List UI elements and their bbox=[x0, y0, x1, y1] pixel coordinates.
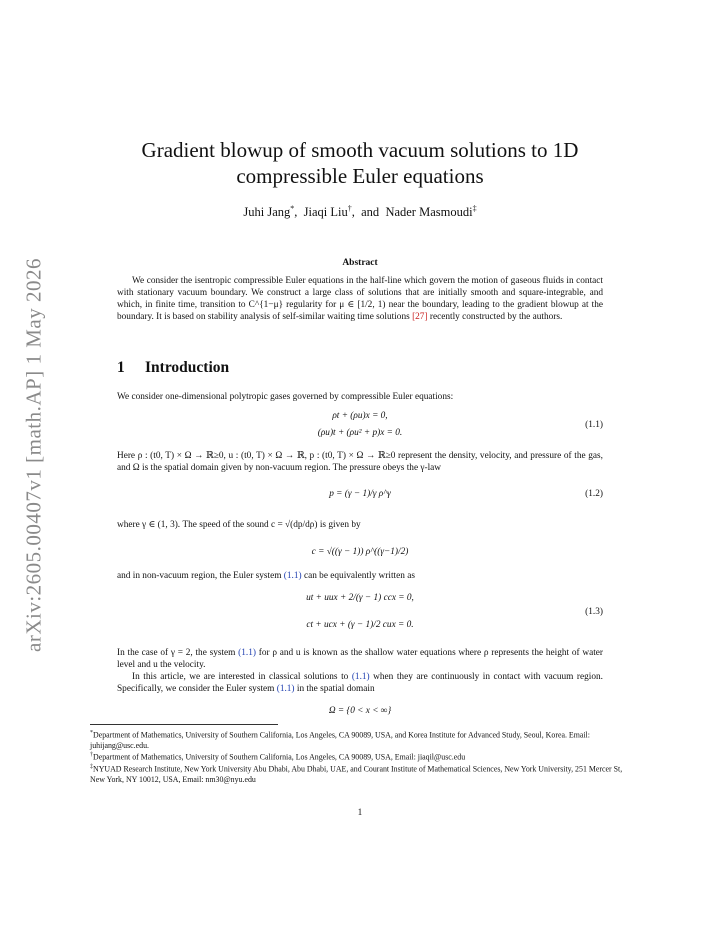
paragraph-article-scope bbox=[117, 671, 603, 695]
footnote-text: Department of Mathematics, University of Southern California, Los Angeles, CA 90089, USA, Email: jiaqil@usc.edu bbox=[93, 752, 466, 762]
paragraph-text: and in non-vacuum region, the Euler system bbox=[117, 571, 284, 581]
paragraph-text: for ρ and u is known as the shallow water equations where ρ represents the height of water level and u the velocity. bbox=[117, 648, 603, 670]
section-title: Introduction bbox=[145, 359, 230, 376]
abstract-body: We consider the isentropic compressible Euler equations in the half-line which govern the motion of gaseous fluids in contact with stationary vacuum boundary. We construct a large class of solutions that are initially smooth and square-integrable, and which, in finite time, transition to C^{1−μ} regularity for μ ∈ [1/2, 1) near the boundary, leading to the gradient blowup at the boundary. It is based on stability analysis of self-similar waiting time solutions bbox=[117, 276, 603, 322]
paragraph-intro: We consider one-dimensional polytropic gases governed by compressible Euler equations: bbox=[117, 392, 454, 402]
author-list: Juhi Jang*, Jiaqi Liu†, and Nader Masmoudi‡ bbox=[243, 204, 477, 220]
abstract-heading: Abstract bbox=[342, 258, 378, 268]
footnote-mark: * bbox=[90, 730, 93, 736]
citation-link[interactable]: [27] bbox=[412, 312, 428, 322]
footnote-mark: † bbox=[90, 752, 93, 758]
footnote-divider bbox=[90, 724, 278, 725]
paragraph-text: In the case of γ = 2, the system bbox=[117, 648, 239, 658]
equation-domain: Ω = {0 < x < ∞} bbox=[328, 706, 392, 716]
paragraph-text: can be equivalently written as bbox=[301, 571, 415, 581]
title-line-1: Gradient blowup of smooth vacuum solutions to 1D bbox=[141, 138, 579, 162]
footnote-1 bbox=[90, 728, 633, 752]
paragraph-sound-speed: where γ ∈ (1, 3). The speed of the sound c = √(dp/dρ) is given by bbox=[117, 520, 361, 530]
arxiv-sidebar-stamp bbox=[14, 250, 54, 660]
equation-reference[interactable]: (1.1) bbox=[283, 571, 302, 581]
equation-reference[interactable]: (1.1) bbox=[238, 648, 256, 658]
paragraph-text: when they are continuously in contact with vacuum region. Specifically, we consider the Euler system bbox=[117, 672, 603, 694]
equation-reference[interactable]: (1.1) bbox=[351, 672, 370, 682]
equation-number-1-3: (1.3) bbox=[585, 607, 603, 617]
footnote-3 bbox=[90, 762, 633, 786]
author-1-mark: * bbox=[290, 204, 295, 213]
author-1: Juhi Jang bbox=[243, 205, 291, 220]
paragraph-text: In this article, we are interested in classical solutions to bbox=[132, 672, 352, 682]
author-conjunction: and bbox=[361, 205, 380, 220]
equation-reference[interactable]: (1.1) bbox=[276, 684, 295, 694]
author-3: Nader Masmoudi bbox=[385, 205, 473, 220]
equation-1-1-line-1: ρt + (ρu)x = 0, bbox=[332, 411, 388, 421]
equation-1-1-line-2: (ρu)t + (ρu² + p)x = 0. bbox=[317, 428, 403, 438]
paragraph-shallow-water bbox=[117, 647, 603, 671]
paragraph-text: in the spatial domain bbox=[294, 684, 375, 694]
footnote-text: Department of Mathematics, University of Southern California, Los Angeles, CA 90089, USA, and Korea Institute for Advanced Study, Seoul, Korea. Email: juhijang@usc.edu. bbox=[90, 730, 590, 751]
equation-1-2: p = (γ − 1)/γ ρ^γ bbox=[329, 489, 391, 499]
equation-number-1-2: (1.2) bbox=[585, 489, 603, 499]
equation-sound-speed: c = √((γ − 1)) ρ^((γ−1)/2) bbox=[311, 547, 409, 557]
abstract-text bbox=[117, 275, 603, 323]
author-2-mark: † bbox=[347, 204, 352, 213]
title-line-2: compressible Euler equations bbox=[236, 164, 484, 188]
footnote-mark: ‡ bbox=[90, 764, 93, 770]
paragraph-variables: Here ρ : (t0, T) × Ω → ℝ≥0, u : (t0, T) × Ω → ℝ, p : (t0, T) × Ω → ℝ≥0 represent the density, velocity, and pressure of the gas, and Ω is the spatial domain given by non-vacuum region. The pressure obeys the γ-law bbox=[117, 451, 603, 473]
section-number: 1 bbox=[117, 359, 125, 376]
arxiv-identifier: arXiv:2605.00407v1 [math.AP] 1 May 2026 bbox=[21, 258, 46, 652]
author-3-mark: ‡ bbox=[472, 204, 477, 213]
equation-1-3-line-1: ut + uux + 2/(γ − 1) ccx = 0, bbox=[306, 593, 414, 603]
footnote-text: NYUAD Research Institute, New York University Abu Dhabi, Abu Dhabi, UAE, and Courant Institute of Mathematical Sciences, New York University, 251 Mercer St, New York, NY 10012, USA, Email: nm30@nyu.edu bbox=[90, 764, 623, 785]
page-number: 1 bbox=[357, 808, 363, 818]
abstract-body-end: recently constructed by the authors. bbox=[427, 312, 563, 322]
equation-1-3-line-2: ct + ucx + (γ − 1)/2 cux = 0. bbox=[306, 620, 414, 630]
equation-number-1-1: (1.1) bbox=[585, 420, 603, 430]
paper-title bbox=[100, 137, 620, 189]
section-heading bbox=[117, 359, 229, 377]
author-2: Jiaqi Liu bbox=[303, 205, 348, 220]
paragraph-equivalent bbox=[117, 570, 603, 582]
